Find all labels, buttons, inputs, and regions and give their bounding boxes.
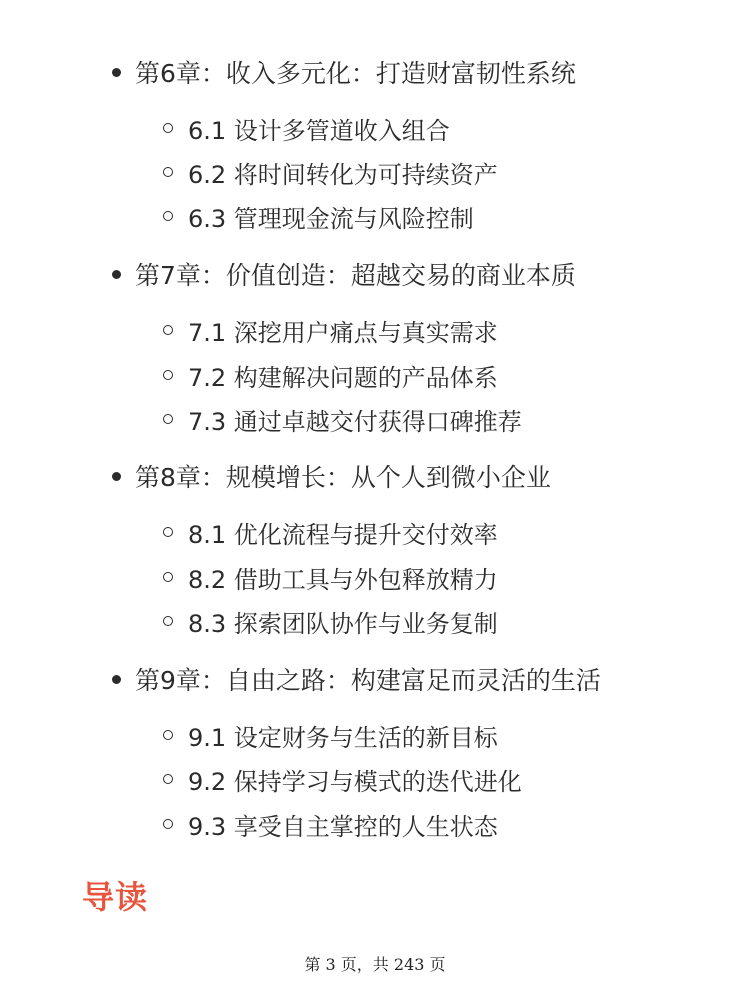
section-item — [163, 601, 498, 641]
section-item — [163, 310, 498, 350]
bullet-circle-icon — [163, 211, 173, 221]
section-heading: 导读 — [82, 878, 149, 916]
section-title: 6.2 将时间转化为可持续资产 — [188, 160, 498, 189]
chapter-item — [112, 659, 601, 699]
bullet-circle-icon — [163, 819, 173, 829]
chapter-title: 第8章：规模增长：从个人到微小企业 — [135, 463, 551, 492]
section-item — [163, 804, 498, 844]
section-title: 9.1 设定财务与生活的新目标 — [188, 723, 498, 752]
section-item — [163, 196, 474, 236]
section-title: 7.1 深挖用户痛点与真实需求 — [188, 318, 498, 347]
section-title: 9.2 保持学习与模式的迭代进化 — [188, 767, 522, 796]
section-title: 6.3 管理现金流与风险控制 — [188, 204, 474, 233]
page-footer: 第 3 页，共 243 页 — [304, 955, 446, 974]
bullet-circle-icon — [163, 572, 173, 582]
chapter-item — [112, 254, 576, 294]
section-item — [163, 512, 498, 552]
section-item — [163, 759, 522, 799]
bullet-dot-icon — [112, 472, 121, 481]
chapter-title: 第6章：收入多元化：打造财富韧性系统 — [135, 59, 576, 88]
chapter-item — [112, 52, 576, 92]
section-title: 8.2 借助工具与外包释放精力 — [188, 565, 498, 594]
section-title: 7.2 构建解决问题的产品体系 — [188, 363, 498, 392]
section-item — [163, 108, 450, 148]
bullet-circle-icon — [163, 123, 173, 133]
bullet-circle-icon — [163, 370, 173, 380]
section-item — [163, 152, 498, 192]
bullet-circle-icon — [163, 730, 173, 740]
section-title: 8.1 优化流程与提升交付效率 — [188, 520, 498, 549]
bullet-circle-icon — [163, 616, 173, 626]
section-title: 9.3 享受自主掌控的人生状态 — [188, 812, 498, 841]
section-item — [163, 355, 498, 395]
bullet-circle-icon — [163, 167, 173, 177]
section-title: 6.1 设计多管道收入组合 — [188, 116, 450, 145]
section-item — [163, 715, 498, 755]
chapter-item — [112, 456, 551, 496]
bullet-dot-icon — [112, 68, 121, 77]
section-item — [163, 399, 522, 439]
bullet-dot-icon — [112, 675, 121, 684]
section-item — [163, 557, 498, 597]
chapter-title: 第7章：价值创造：超越交易的商业本质 — [135, 261, 576, 290]
bullet-circle-icon — [163, 527, 173, 537]
section-title: 8.3 探索团队协作与业务复制 — [188, 609, 498, 638]
bullet-circle-icon — [163, 414, 173, 424]
bullet-circle-icon — [163, 325, 173, 335]
section-title: 7.3 通过卓越交付获得口碑推荐 — [188, 407, 522, 436]
chapter-title: 第9章：自由之路：构建富足而灵活的生活 — [135, 666, 601, 695]
bullet-dot-icon — [112, 270, 121, 279]
bullet-circle-icon — [163, 774, 173, 784]
